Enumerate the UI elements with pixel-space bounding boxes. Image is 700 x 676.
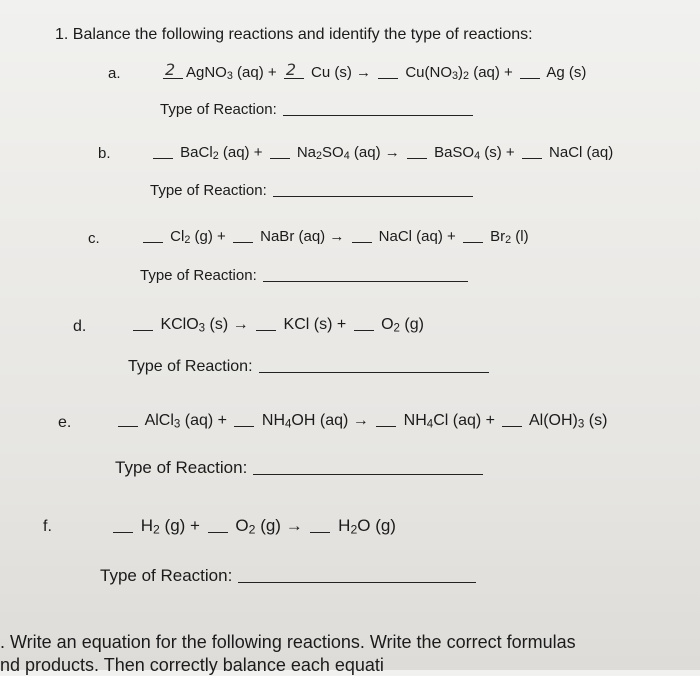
item-e-letter: e. xyxy=(58,414,72,431)
type-of-reaction-c: Type of Reaction: xyxy=(140,267,468,284)
coefficient-blank[interactable] xyxy=(118,425,138,427)
coefficient-blank[interactable] xyxy=(284,60,304,79)
answer-line[interactable] xyxy=(273,195,473,197)
question-1-title: 1. Balance the following reactions and identify the type of reactions: xyxy=(55,26,533,43)
coefficient-blank[interactable] xyxy=(354,329,374,331)
handwritten-coefficient: 2 xyxy=(165,60,176,79)
item-d-letter: d. xyxy=(73,318,87,335)
equation-b: BaCl$_2$ $(aq) + Na_2SO_4$ (aq) → BaSO$_4$ (s) + NaCl (aq) xyxy=(150,144,613,161)
type-of-reaction-e: Type of Reaction: xyxy=(115,458,483,478)
coefficient-blank[interactable] xyxy=(163,60,183,79)
item-a-letter: a. xyxy=(108,65,121,82)
answer-line[interactable] xyxy=(253,473,483,475)
answer-line[interactable] xyxy=(238,581,476,583)
coefficient-blank[interactable] xyxy=(270,157,290,159)
equation-d: KClO$_3$ (s) → KCl $(s) + O_2$ (g) xyxy=(130,316,424,334)
coefficient-blank[interactable] xyxy=(407,157,427,159)
type-of-reaction-d: Type of Reaction: xyxy=(128,358,489,376)
handwritten-coefficient: 2 xyxy=(285,60,297,79)
answer-line[interactable] xyxy=(259,371,489,373)
coefficient-blank[interactable] xyxy=(256,329,276,331)
item-b-letter: b. xyxy=(98,145,111,162)
answer-line[interactable] xyxy=(263,280,468,282)
coefficient-blank[interactable] xyxy=(143,241,163,243)
coefficient-blank[interactable] xyxy=(113,531,133,533)
coefficient-blank[interactable] xyxy=(520,77,540,79)
coefficient-blank[interactable] xyxy=(522,157,542,159)
coefficient-blank[interactable] xyxy=(133,329,153,331)
item-f-letter: f. xyxy=(43,518,52,535)
coefficient-blank[interactable] xyxy=(502,425,522,427)
type-of-reaction-a: Type of Reaction: xyxy=(160,101,473,118)
answer-line[interactable] xyxy=(283,114,473,116)
coefficient-blank[interactable] xyxy=(310,531,330,533)
type-of-reaction-b: Type of Reaction: xyxy=(150,182,473,199)
equation-a: 2 AgNO$_3$ (aq) + 2 Cu $(s) \to Cu(NO_3)_2$ (aq) + Ag (s) xyxy=(165,60,587,83)
question-2-line-2: nd products. Then correctly balance each equati xyxy=(0,655,384,675)
coefficient-blank[interactable] xyxy=(153,157,173,159)
coefficient-blank[interactable] xyxy=(376,425,396,427)
question-2-line-1: . Write an equation for the following reactions. Write the correct formulas xyxy=(0,632,576,652)
equation-c: $Cl_2$ (g) + NaBr (aq) → NaCl $(aq) + Br_2$ (l) xyxy=(140,228,529,245)
coefficient-blank[interactable] xyxy=(233,241,253,243)
item-c-letter: c. xyxy=(88,230,100,247)
coefficient-blank[interactable] xyxy=(208,531,228,533)
type-of-reaction-f: Type of Reaction: xyxy=(100,566,476,586)
coefficient-blank[interactable] xyxy=(378,77,398,79)
equation-f: $H_2$ $(g) + O_2$ $(g) \to H_2O$ (g) xyxy=(110,516,396,536)
coefficient-blank[interactable] xyxy=(463,241,483,243)
coefficient-blank[interactable] xyxy=(352,241,372,243)
equation-e: AlCl$_3$ $(aq) + NH_4OH$ $(aq) \to NH_4Cl$ $(aq) + Al(OH)_3$ (s) xyxy=(115,412,607,430)
coefficient-blank[interactable] xyxy=(234,425,254,427)
